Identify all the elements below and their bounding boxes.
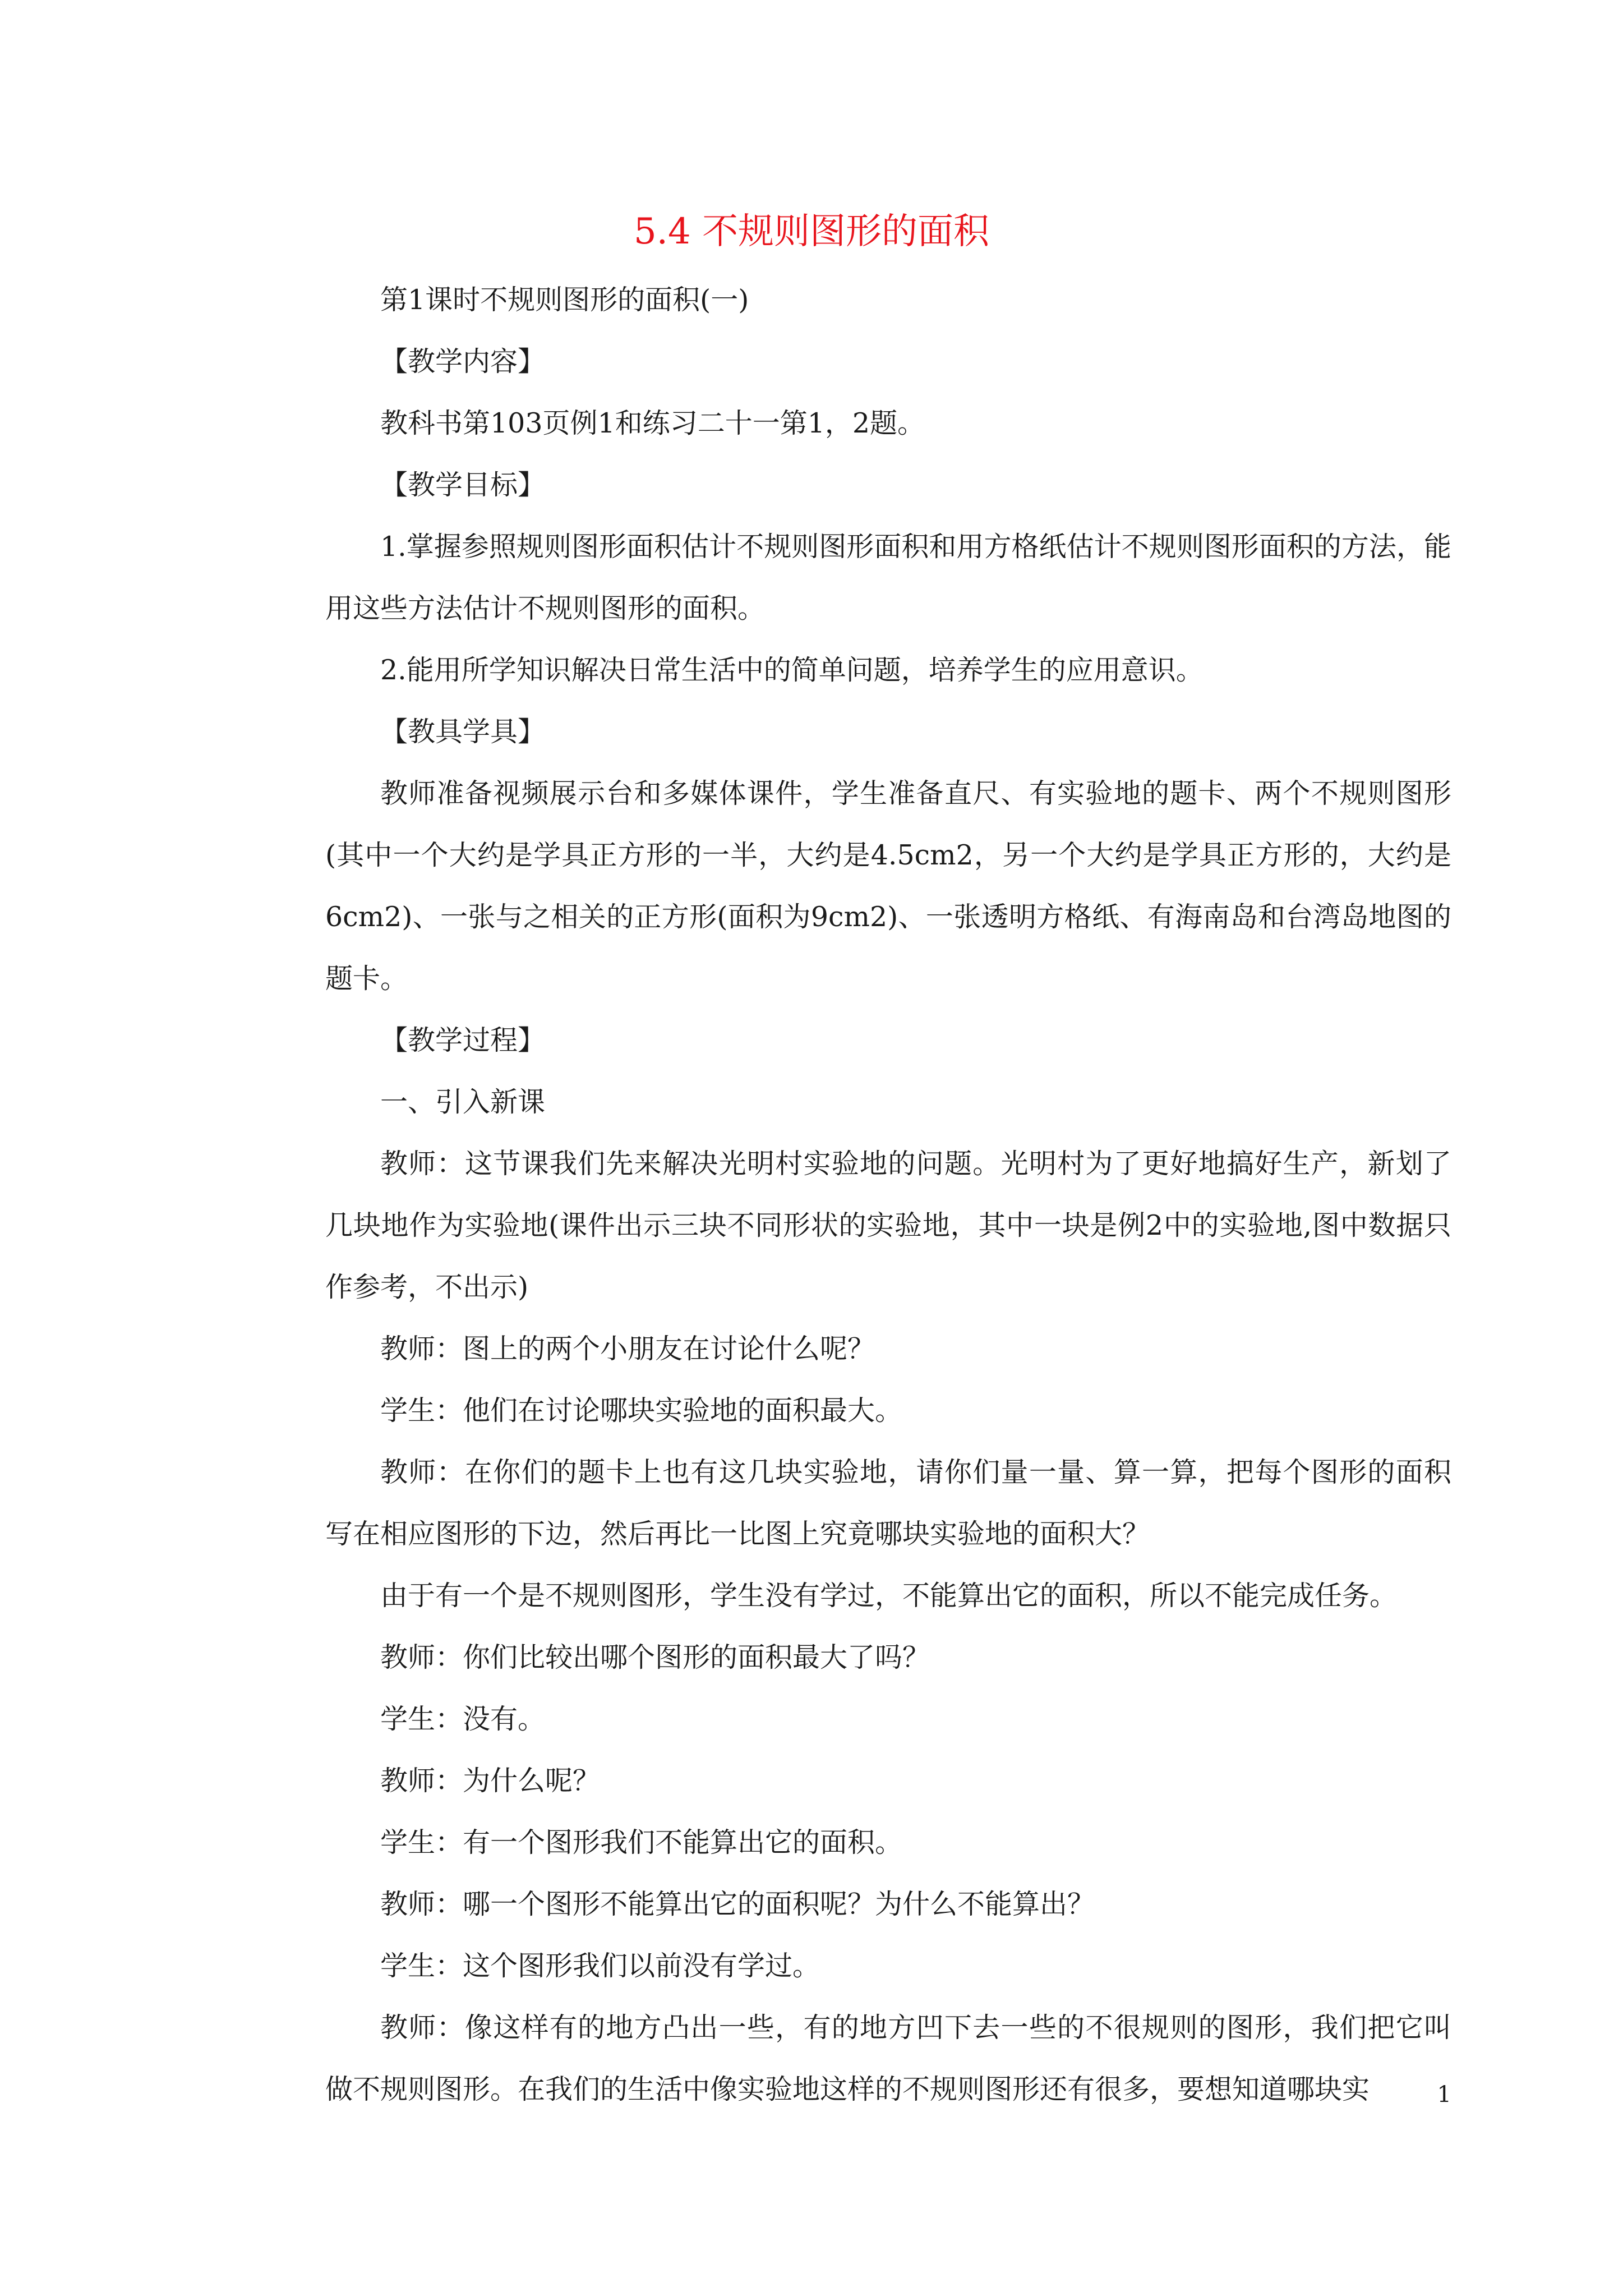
paragraph: 教师：在你们的题卡上也有这几块实验地，请你们量一量、算一算，把每个图形的面积写在相应图形的下边，然后再比一比图上究竟哪块实验地的面积大？	[325, 1456, 1451, 1550]
paragraph: 教师：图上的两个小朋友在讨论什么呢？	[380, 1333, 875, 1365]
section-heading: 【教学目标】	[380, 469, 546, 501]
paragraph: 教师：像这样有的地方凸出一些，有的地方凹下去一些的不很规则的图形，我们把它叫做不规则图形。在我们的生活中像实验地这样的不规则图形还有很多，要想知道哪块实	[325, 2012, 1451, 2105]
section-heading: 【教具学具】	[380, 716, 546, 748]
paragraph: 教师：为什么呢？	[380, 1765, 601, 1797]
page-number: 1	[1437, 2082, 1451, 2108]
paragraph: 学生：没有。	[380, 1703, 546, 1735]
paragraph: 学生：他们在讨论哪块实验地的面积最大。	[380, 1395, 903, 1427]
paragraph: 教师：这节课我们先来解决光明村实验地的问题。光明村为了更好地搞好生产，新划了几块地作为实验地(课件出示三块不同形状的实验地，其中一块是例2中的实验地,图中数据只作参考，不出示)	[325, 1148, 1451, 1303]
paragraph: 由于有一个是不规则图形，学生没有学过，不能算出它的面积，所以不能完成任务。	[380, 1580, 1398, 1612]
document-body	[325, 269, 1451, 2120]
paragraph: 一、引入新课	[380, 1086, 546, 1118]
paragraph: 学生：这个图形我们以前没有学过。	[380, 1950, 820, 1982]
paragraph: 教师准备视频展示台和多媒体课件，学生准备直尺、有实验地的题卡、两个不规则图形(其中一个大约是学具正方形的一半，大约是4.5cm2，另一个大约是学具正方形的，大约是6cm2)、一张与之相关的正方形(面积为9cm2)、一张透明方格纸、有海南岛和台湾岛地图的题卡。	[325, 777, 1451, 995]
paragraph: 教师：你们比较出哪个图形的面积最大了吗？	[380, 1641, 930, 1673]
paragraph: 学生：有一个图形我们不能算出它的面积。	[380, 1826, 903, 1858]
paragraph: 2.能用所学知识解决日常生活中的简单问题，培养学生的应用意识。	[380, 654, 1204, 686]
paragraph: 第1课时不规则图形的面积(一)	[380, 284, 749, 316]
paragraph: 1.掌握参照规则图形面积估计不规则图形面积和用方格纸估计不规则图形面积的方法，能用这些方法估计不规则图形的面积。	[325, 531, 1451, 624]
document-title: 5.4 不规则图形的面积	[633, 211, 990, 252]
section-heading: 【教学内容】	[380, 346, 546, 378]
section-heading: 【教学过程】	[380, 1024, 546, 1056]
paragraph: 教科书第103页例1和练习二十一第1，2题。	[380, 407, 925, 439]
paragraph: 教师：哪一个图形不能算出它的面积呢？为什么不能算出？	[380, 1888, 1095, 1920]
